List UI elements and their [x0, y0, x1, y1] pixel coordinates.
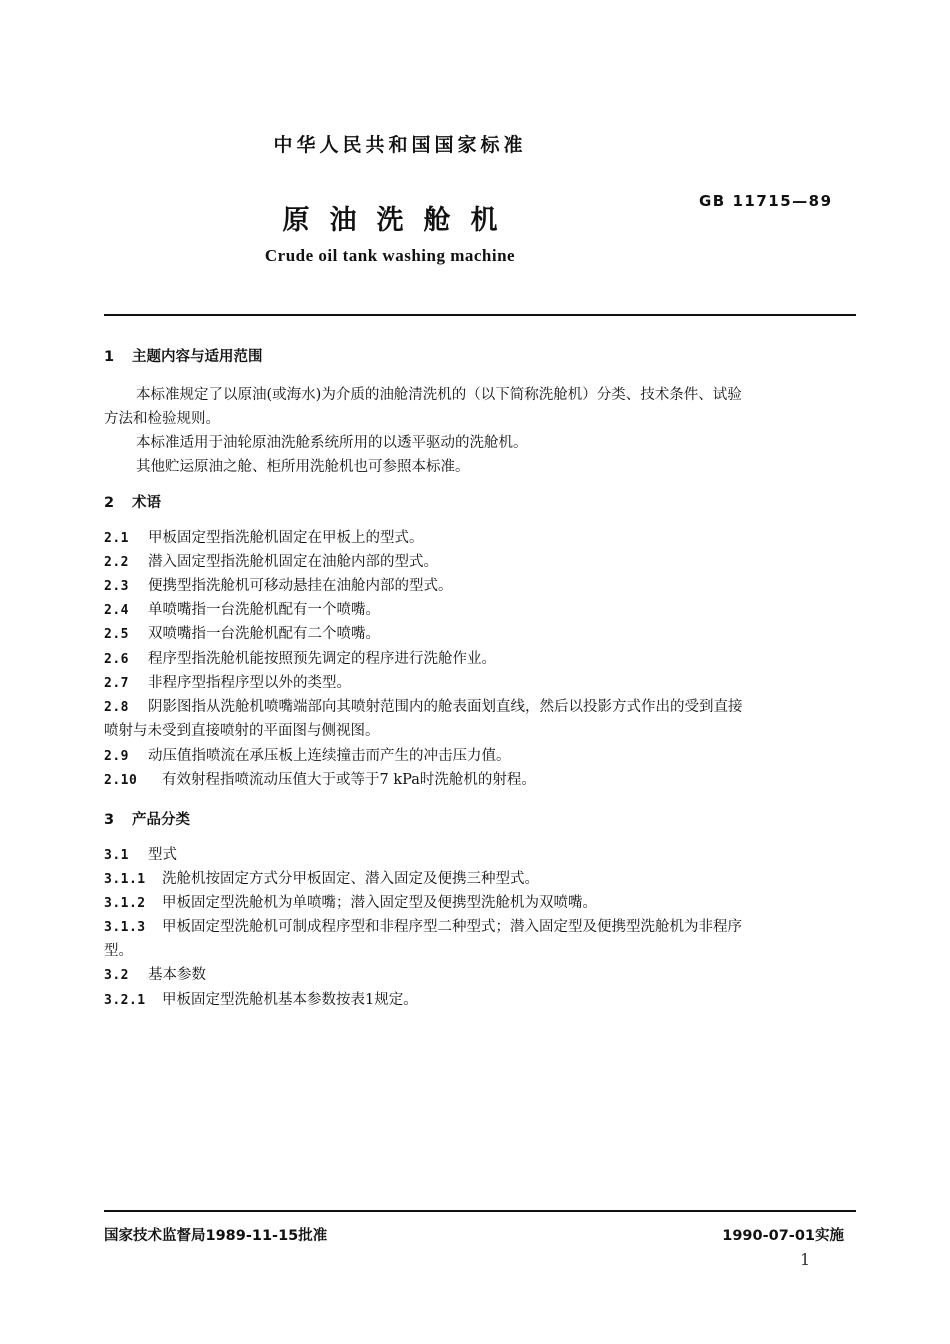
item-text: 阴影图指从洗舱机喷嘴端部向其喷射范围内的舱表面划直线，然后以投影方式作出的受到直接 [148, 699, 743, 715]
national-standard-heading: 中华人民共和国国家标准 [273, 134, 527, 156]
item-text: 甲板固定型洗舱机基本参数按表1规定。 [162, 992, 418, 1008]
document-title-english: Crude oil tank washing machine [264, 246, 516, 265]
term-item [104, 695, 743, 720]
item-text: 甲板固定型指洗舱机固定在甲板上的型式。 [148, 530, 424, 546]
clause-item [104, 915, 742, 940]
standard-code: GB 11715—89 [699, 192, 833, 210]
item-text: 甲板固定型洗舱机为单喷嘴；潜入固定型及便携型洗舱机为双喷嘴。 [162, 895, 597, 911]
clause-item [104, 867, 539, 892]
item-number: 2.1 [104, 531, 129, 546]
paragraph-continuation: 方法和检验规则。 [104, 411, 220, 427]
term-item [104, 744, 511, 769]
item-number: 3.1.1 [104, 872, 146, 887]
term-item [104, 768, 536, 793]
page-number: 1 [800, 1250, 811, 1269]
item-number: 3.1.2 [104, 896, 146, 911]
term-item [104, 671, 351, 696]
item-number: 2.9 [104, 749, 129, 764]
section-title: 主题内容与适用范围 [132, 349, 263, 365]
paragraph: 本标准规定了以原油(或海水)为介质的油舱清洗机的（以下简称洗舱机）分类、技术条件、试验 [136, 387, 742, 403]
section-number: 1 [104, 349, 115, 365]
item-number: 2.7 [104, 676, 129, 691]
item-number: 2.3 [104, 579, 129, 594]
item-number: 3.2 [104, 968, 129, 983]
item-text: 基本参数 [148, 967, 206, 983]
section-1-heading [104, 345, 263, 366]
item-number: 2.6 [104, 652, 129, 667]
item-number: 3.1.3 [104, 920, 146, 935]
section-number: 3 [104, 812, 115, 828]
item-number: 3.1 [104, 848, 129, 863]
item-text: 甲板固定型洗舱机可制成程序型和非程序型二种型式；潜入固定型及便携型洗舱机为非程序 [162, 919, 742, 935]
item-text: 非程序型指程序型以外的类型。 [148, 675, 351, 691]
approval-date: 国家技术监督局1989-11-15批准 [104, 1228, 328, 1244]
term-item [104, 550, 438, 575]
term-item [104, 647, 496, 672]
clause-item [104, 963, 206, 988]
section-3-heading [104, 808, 190, 829]
section-title: 产品分类 [132, 812, 190, 828]
term-item [104, 574, 453, 599]
item-text: 程序型指洗舱机能按照预先调定的程序进行洗舱作业。 [148, 651, 496, 667]
item-number: 2.10 [104, 773, 138, 788]
clause-item [104, 988, 418, 1013]
section-2-heading [104, 491, 161, 512]
item-text: 洗舱机按固定方式分甲板固定、潜入固定及便携三种型式。 [162, 871, 539, 887]
term-item [104, 598, 380, 623]
clause-item [104, 891, 597, 916]
term-item [104, 526, 424, 551]
item-text: 型式 [148, 847, 177, 863]
term-item-continuation: 喷射与未受到直接喷射的平面图与侧视图。 [104, 723, 380, 739]
clause-item [104, 843, 177, 868]
footer-divider [104, 1210, 856, 1212]
effective-date: 1990-07-01实施 [722, 1228, 844, 1244]
item-text: 动压值指喷流在承压板上连续撞击而产生的冲击压力值。 [148, 748, 511, 764]
paragraph: 其他贮运原油之舱、柜所用洗舱机也可参照本标准。 [136, 459, 470, 475]
section-title: 术语 [132, 495, 161, 511]
item-text: 有效射程指喷流动压值大于或等于7 kPa时洗舱机的射程。 [162, 772, 536, 788]
paragraph: 本标准适用于油轮原油洗舱系统所用的以透平驱动的洗舱机。 [136, 435, 528, 451]
item-number: 2.4 [104, 603, 129, 618]
item-text: 单喷嘴指一台洗舱机配有一个喷嘴。 [148, 602, 380, 618]
section-number: 2 [104, 495, 115, 511]
term-item [104, 622, 380, 647]
item-number: 3.2.1 [104, 993, 146, 1008]
item-text: 潜入固定型指洗舱机固定在油舱内部的型式。 [148, 554, 438, 570]
item-text: 双喷嘴指一台洗舱机配有二个喷嘴。 [148, 626, 380, 642]
document-title: 原油洗舱机 [282, 205, 518, 236]
item-number: 2.8 [104, 700, 129, 715]
header-divider [104, 314, 856, 316]
item-number: 2.2 [104, 555, 129, 570]
item-text: 便携型指洗舱机可移动悬挂在油舱内部的型式。 [148, 578, 453, 594]
clause-item-continuation: 型。 [104, 943, 133, 959]
item-number: 2.5 [104, 627, 129, 642]
